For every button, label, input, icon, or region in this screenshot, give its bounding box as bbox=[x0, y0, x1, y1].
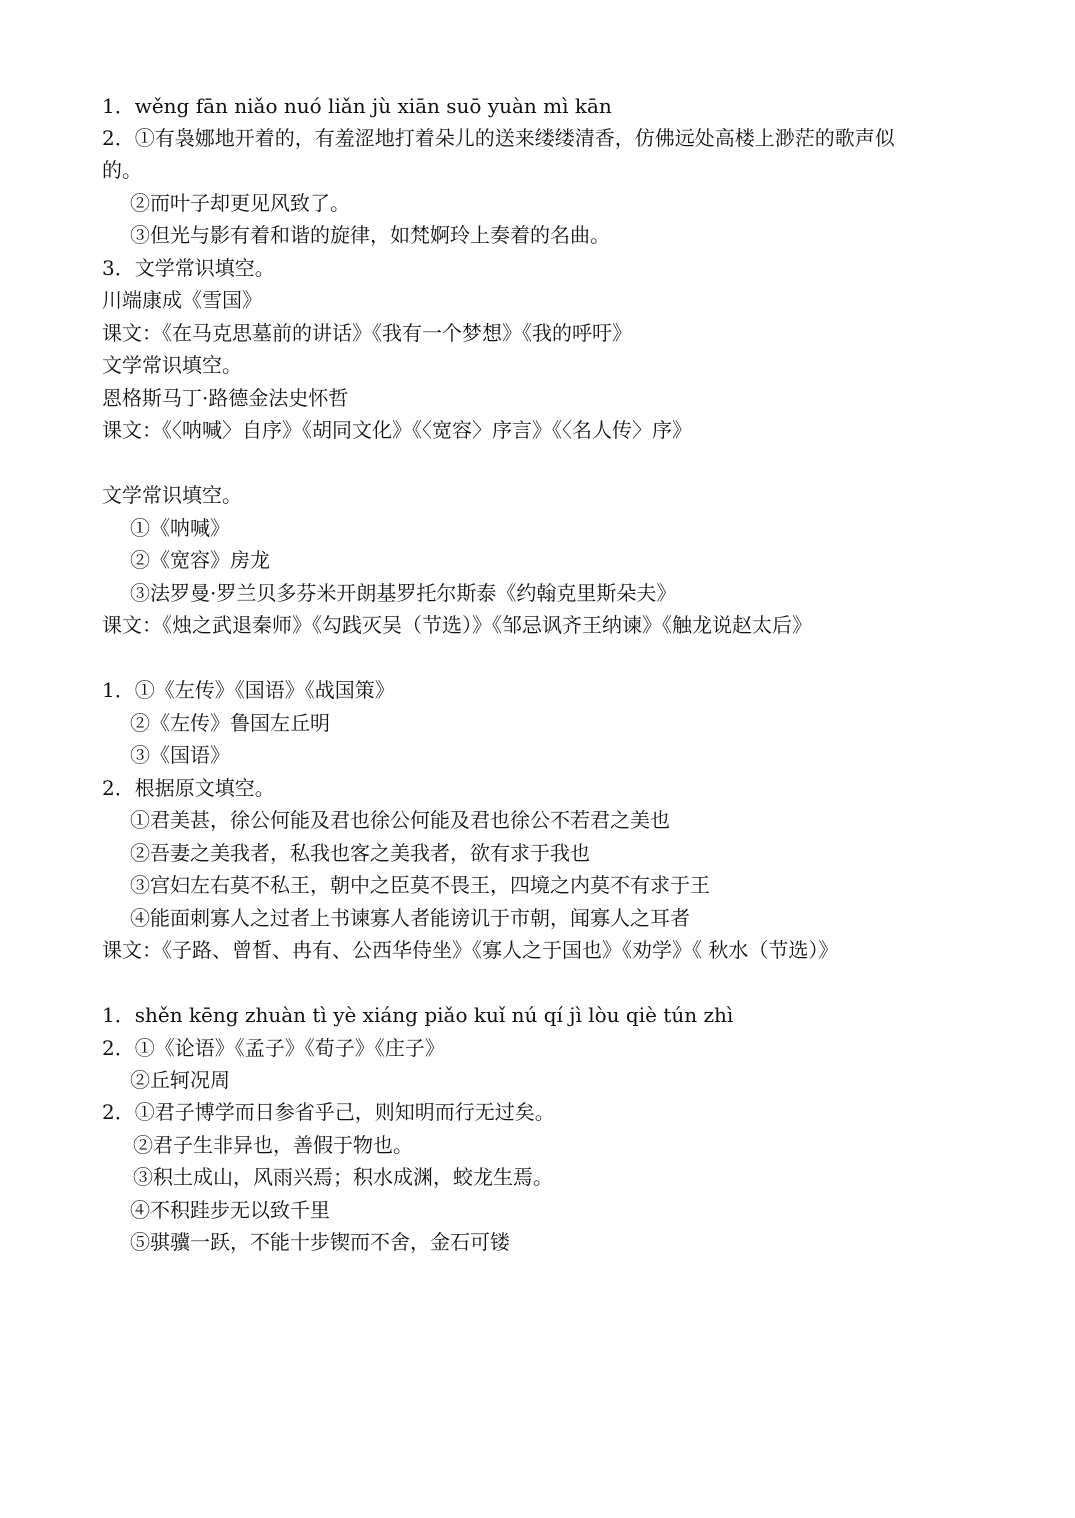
text-line: ②《宽容》房龙 bbox=[130, 548, 270, 572]
text-line: ③积土成山，风雨兴焉；积水成渊，蛟龙生焉。 bbox=[133, 1165, 553, 1189]
text-line: 1．wěng fān niǎo nuó liǎn jù xiān suō yuàn mì kān bbox=[102, 94, 612, 118]
text-line: 2．①有袅娜地开着的，有羞涩地打着朵儿的送来缕缕清香，仿佛远处高楼上渺茫的歌声似 bbox=[102, 126, 895, 150]
text-line: 1．shěn kēng zhuàn tì yè xiáng piǎo kuǐ nú qí jì lòu qiè tún zhì bbox=[102, 1003, 734, 1027]
text-line: ②丘轲况周 bbox=[130, 1068, 230, 1092]
text-line: 2．①《论语》《孟子》《荀子》《庄子》 bbox=[102, 1036, 445, 1060]
text-line: ③《国语》 bbox=[130, 743, 230, 767]
text-line: 川端康成《雪国》 bbox=[102, 288, 262, 312]
text-line: ①君美甚，徐公何能及君也徐公何能及君也徐公不若君之美也 bbox=[130, 808, 670, 832]
text-line: 恩格斯马丁·路德金法史怀哲 bbox=[102, 386, 349, 410]
text-line: ①《呐喊》 bbox=[130, 516, 230, 540]
text-line: 课文：《烛之武退秦师》《勾践灭吴（节选）》《邹忌讽齐王纳谏》《触龙说赵太后》 bbox=[102, 613, 812, 637]
text-line: 文学常识填空。 bbox=[102, 483, 242, 507]
text-line: 2．根据原文填空。 bbox=[102, 776, 275, 800]
text-line: ③法罗曼·罗兰贝多芬米开朗基罗托尔斯泰《约翰克里斯朵夫》 bbox=[130, 581, 677, 605]
text-line: 课文：《〈呐喊〉自序》《胡同文化》《〈宽容〉序言》《〈名人传〉序》 bbox=[102, 418, 692, 442]
text-line: 1．①《左传》《国语》《战国策》 bbox=[102, 678, 395, 702]
text-line: 3．文学常识填空。 bbox=[102, 256, 275, 280]
text-line: ⑤骐骥一跃，不能十步锲而不舍，金石可镂 bbox=[130, 1230, 510, 1254]
text-line: 文学常识填空。 bbox=[102, 353, 242, 377]
text-line: ④不积跬步无以致千里 bbox=[130, 1198, 330, 1222]
text-line: 的。 bbox=[102, 158, 142, 182]
text-line: ③但光与影有着和谐的旋律，如梵婀玲上奏着的名曲。 bbox=[130, 223, 610, 247]
text-line: ②吾妻之美我者，私我也客之美我者，欲有求于我也 bbox=[130, 841, 590, 865]
text-line: 课文：《在马克思墓前的讲话》《我有一个梦想》《我的呼吁》 bbox=[102, 321, 632, 345]
text-line: ②而叶子却更见风致了。 bbox=[130, 191, 350, 215]
text-line: ②君子生非异也，善假于物也。 bbox=[133, 1133, 413, 1157]
text-line: ③宫妇左右莫不私王，朝中之臣莫不畏王，四境之内莫不有求于王 bbox=[130, 873, 710, 897]
text-line: ②《左传》鲁国左丘明 bbox=[130, 711, 330, 735]
text-line: ④能面刺寡人之过者上书谏寡人者能谤讥于市朝，闻寡人之耳者 bbox=[130, 906, 690, 930]
text-line: 课文：《子路、曾皙、冉有、公西华侍坐》《寡人之于国也》《劝学》《 秋水（节选）》 bbox=[102, 938, 839, 962]
text-line: 2．①君子博学而日参省乎己，则知明而行无过矣。 bbox=[102, 1100, 555, 1124]
